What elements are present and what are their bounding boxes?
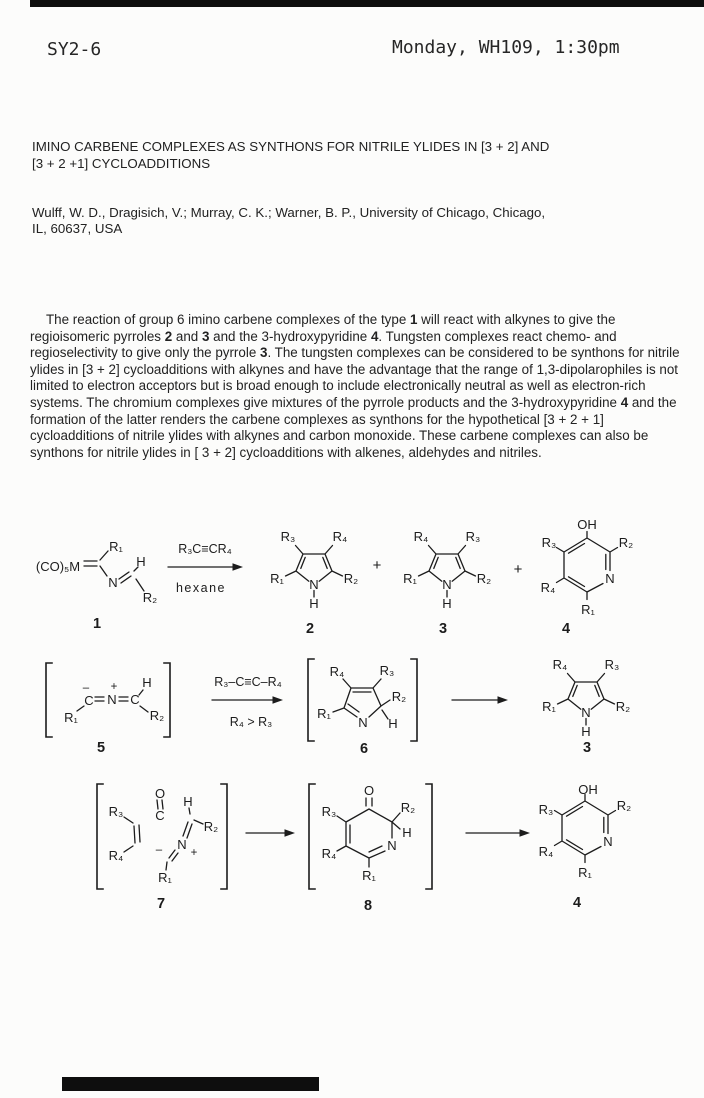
structure-3-pyrrole [403,529,491,637]
arrow2-condition: R₄ > R₃ [229,715,273,729]
atom-label-r3: R₃ [108,804,124,819]
atom-label-n: N [358,715,368,730]
atom-label-c: C [84,693,94,708]
minus-charge: – [155,844,163,856]
atom-label-n: N [309,577,319,592]
compound-number-8: 8 [363,898,373,914]
arrowhead [498,696,509,703]
atom-label-h: H [402,825,412,840]
authors-line2: IL, 60637, USA [32,221,123,236]
atom-label-r1: R₁ [578,865,592,880]
compound-number-1: 1 [92,616,102,632]
right-bracket [164,663,170,737]
reaction-arrow-3 [452,696,508,703]
structure-8-dihydropyridinone [309,783,432,914]
scan-artifact-bottom [62,1077,319,1091]
atom-label-o: O [154,786,166,801]
atom-label-r1: R₁ [109,539,123,554]
atom-label-r3: R₃ [280,529,296,544]
abstract-paragraph: The reaction of group 6 imino carbene complexes of the type 1 will react with alkynes to give the regioisomeric pyrroles 2 and 3 and the 3-hydroxypyridine 4. Tungsten complexes react chemo- and regioselectivity to give only the pyrrole 3. The tungsten complexes can be considered to be synthons for nitrile ylides in [3 + 2] cycloadditions with alkynes and have the advantage that the range of 1,3-dipolarophiles is not limited to electron acceptors but is broad enough to include electronically neutral as well as electron-rich systems. The chromium complexes give mixtures of the pyrrole products and the 3-hydroxypyridine 4 and the formation of the latter renders the carbene complexes as synthons for the hypothetical [3 + 2 + 1] cycloadditions of nitrile ylides with alkynes and carbon monoxide. These carbene complexes can also be synthons for nitrile ylides in [ 3 + 2] cycloadditions with alkenes, aldehydes and nitriles. [30,312,680,460]
structure-7-ylide-co-alkyne [97,784,227,912]
compound-number-6: 6 [359,741,369,757]
atom-label-oh: OH [577,517,597,532]
right-bracket [221,784,227,889]
atom-label-r2: R₂ [476,571,492,586]
plus-operator: + [513,561,523,578]
compound-number-3: 3 [582,740,592,756]
reaction-arrow-5 [466,829,530,836]
atom-label-h: H [309,596,319,611]
atom-label-r2: R₂ [391,689,407,704]
left-bracket [46,663,52,737]
arrowhead [520,829,531,836]
structure-4-hydroxypyridine [541,517,634,637]
pyridine-ring [557,532,618,600]
compound-number-4: 4 [572,895,582,911]
arrow1-reagent: R₃C≡CR₄ [178,542,232,556]
session-code: SY2-6 [47,39,102,60]
plus-charge: + [190,847,198,859]
atom-label-r1: R₁ [158,870,172,885]
authors [32,205,692,237]
atom-label-r1: R₁ [270,571,284,586]
atom-label-r2: R₂ [203,819,219,834]
atom-label-r4: R₄ [321,846,337,861]
atom-label-r3: R₃ [604,657,620,672]
arrow1-solvent: hexane [175,581,227,595]
atom-label-r3: R₃ [321,804,337,819]
structure-1-imino-carbene-complex [36,539,157,632]
atom-label-r1: R₁ [542,699,556,714]
atom-label-r2: R₂ [618,535,634,550]
atom-label-r4: R₄ [552,657,568,672]
atom-label-n: N [442,577,452,592]
atom-label-r2: R₂ [149,708,165,723]
compound-number-5: 5 [96,740,106,756]
scan-artifact-top [30,0,704,7]
atom-label-r1: R₁ [362,868,376,883]
structure-3-pyrrole-product [542,657,630,756]
atom-label-co5m: (CO)₅M [35,559,81,574]
atom-label-r4: R₄ [540,580,556,595]
reaction-arrow-2 [212,675,283,729]
atom-label-h: H [388,716,398,731]
atom-label-h: H [581,724,591,739]
atom-label-r1: R₁ [403,571,417,586]
atom-label-r4: R₄ [108,848,124,863]
atom-label-oh: OH [578,782,598,797]
plus-charge: + [110,681,118,693]
atom-label-r2: R₂ [616,798,632,813]
arrow2-reagent: R₃–C≡C–R₄ [214,675,282,689]
structure-6-2h-pyrrole [308,659,417,757]
minus-charge: – [82,682,90,694]
atom-label-r2: R₂ [615,699,631,714]
compound-number-3: 3 [438,621,448,637]
arrowhead [285,829,296,836]
structure-5-nitrile-ylide [46,663,170,756]
atom-label-r3: R₃ [465,529,481,544]
reaction-scheme [0,496,704,936]
atom-label-h: H [442,596,452,611]
left-bracket [308,659,314,741]
bonds [337,798,400,867]
compound-number-2: 2 [305,621,315,637]
plus-operator: + [372,557,382,574]
paper-title-line1: IMINO CARBENE COMPLEXES AS SYNTHONS FOR NITRILE YLIDES IN [3 + 2] AND [32,139,550,154]
atom-label-r1: R₁ [581,602,595,617]
atom-label-r3: R₃ [541,535,557,550]
structure-4-hydroxypyridine-product [539,782,632,911]
atom-label-r1: R₁ [64,710,78,725]
paper-title [32,139,692,172]
atom-label-r4: R₄ [332,529,348,544]
atom-label-h: H [136,554,146,569]
session-schedule: Monday, WH109, 1:30pm [392,37,620,58]
atom-label-h: H [183,794,193,809]
atom-label-r2: R₂ [142,590,158,605]
atom-label-c: C [155,808,165,823]
authors-line1: Wulff, W. D., Dragisich, V.; Murray, C. K.; Warner, B. P., University of Chicago, Chicago, [32,205,546,220]
atom-label-c: C [130,692,140,707]
atom-label-r3: R₃ [538,802,554,817]
structure-2-pyrrole [270,529,358,637]
atom-label-o: O [363,783,375,798]
left-bracket [309,784,315,889]
right-bracket [426,784,432,889]
atom-label-n: N [107,692,117,707]
bonds [333,679,390,719]
atom-label-r1: R₁ [317,706,331,721]
atom-label-n: N [581,705,591,720]
atom-label-r2: R₂ [343,571,359,586]
reaction-arrow-1 [168,542,243,595]
compound-number-7: 7 [156,896,166,912]
atom-label-r2: R₂ [400,800,416,815]
paper-title-line2: [3 + 2 +1] CYCLOADDITIONS [32,155,211,171]
atom-label-h: H [142,675,152,690]
left-bracket [97,784,103,889]
atom-label-n: N [605,571,615,586]
atom-label-r3: R₃ [379,663,395,678]
atom-label-n: N [387,838,397,853]
atom-label-r4: R₄ [329,664,345,679]
atom-label-r4: R₄ [413,529,429,544]
reaction-arrow-4 [246,829,295,836]
atom-label-n: N [177,837,187,852]
atom-label-r4: R₄ [538,844,554,859]
atom-label-n: N [603,834,613,849]
arrowhead [233,563,244,570]
right-bracket [411,659,417,741]
arrowhead [273,696,284,703]
compound-number-4: 4 [561,621,571,637]
pyridine-ring [555,795,616,863]
atom-label-n: N [108,575,118,590]
